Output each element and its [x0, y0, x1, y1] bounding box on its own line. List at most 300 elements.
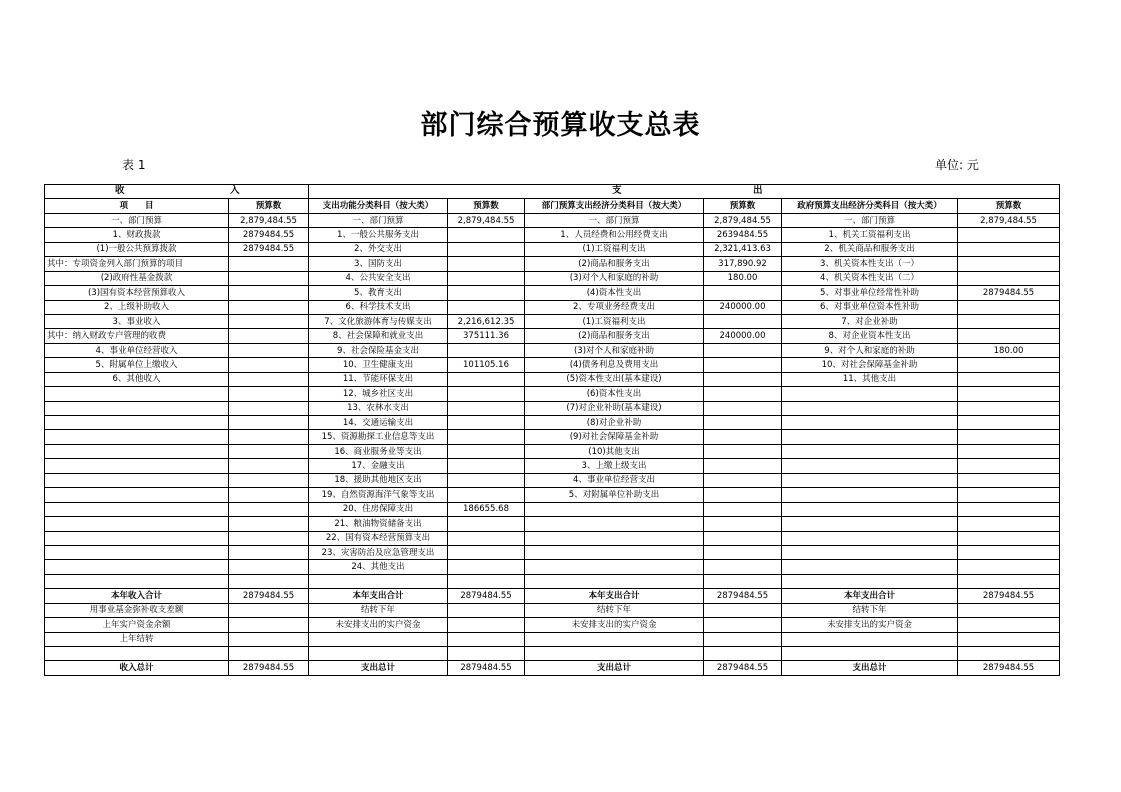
- item-cell: [525, 531, 704, 545]
- table-row: [45, 257, 1060, 271]
- item-cell: (6)资本性支出: [525, 387, 704, 401]
- item-cell: 4、事业单位经营收入: [45, 343, 229, 357]
- expense-section-header: [309, 185, 1060, 199]
- amount-cell: [704, 459, 782, 473]
- table-row: [45, 502, 1060, 516]
- amount-cell: [448, 444, 525, 458]
- item-cell: (1)工资福利支出: [525, 314, 704, 328]
- amount-cell: 2879484.55: [448, 661, 525, 675]
- amount-cell: [229, 560, 309, 574]
- table-row: [45, 560, 1060, 574]
- item-cell: [45, 531, 229, 545]
- item-cell: (3)国有资本经营预算收入: [45, 286, 229, 300]
- table-row: [45, 358, 1060, 372]
- amount-cell: [958, 517, 1060, 531]
- item-cell: (4)债务利息及费用支出: [525, 358, 704, 372]
- amount-cell: [229, 430, 309, 444]
- income-section-header: [45, 185, 309, 199]
- item-cell: 8、社会保障和就业支出: [309, 329, 448, 343]
- amount-cell: [958, 242, 1060, 256]
- item-cell: [525, 574, 704, 588]
- column-header-row: [45, 199, 1060, 213]
- item-cell: (4)资本性支出: [525, 286, 704, 300]
- item-cell: (1)工资福利支出: [525, 242, 704, 256]
- amount-cell: [704, 531, 782, 545]
- amount-cell: [958, 416, 1060, 430]
- item-cell: 5、附属单位上缴收入: [45, 358, 229, 372]
- item-cell: [309, 574, 448, 588]
- item-cell: [45, 387, 229, 401]
- amount-cell: 240000.00: [704, 300, 782, 314]
- item-cell: [45, 647, 229, 661]
- amount-cell: 2879484.55: [958, 589, 1060, 603]
- item-cell: 上年实户资金余额: [45, 618, 229, 632]
- item-cell: [45, 430, 229, 444]
- amount-cell: 240000.00: [704, 329, 782, 343]
- item-cell: 15、资源勘探工业信息等支出: [309, 430, 448, 444]
- item-cell: 3、事业收入: [45, 314, 229, 328]
- item-cell: 9、对个人和家庭的补助: [782, 343, 958, 357]
- amount-cell: [704, 603, 782, 617]
- item-cell: 3、国防支出: [309, 257, 448, 271]
- amount-cell: [229, 358, 309, 372]
- amount-cell: [958, 329, 1060, 343]
- item-cell: 11、其他支出: [782, 372, 958, 386]
- amount-cell: [448, 545, 525, 559]
- item-cell: 5、对附属单位补助支出: [525, 488, 704, 502]
- table-row: [45, 300, 1060, 314]
- item-cell: [45, 488, 229, 502]
- item-cell: (3)对个人和家庭补助: [525, 343, 704, 357]
- item-cell: [782, 574, 958, 588]
- amount-cell: [704, 314, 782, 328]
- amount-cell: [704, 444, 782, 458]
- amount-cell: [448, 473, 525, 487]
- item-cell: 13、农林水支出: [309, 401, 448, 415]
- item-cell: 用事业基金弥补收支差额: [45, 603, 229, 617]
- column-header: 支出功能分类科目（按大类）: [309, 199, 448, 213]
- table-row: [45, 228, 1060, 242]
- amount-cell: 2,879,484.55: [229, 213, 309, 227]
- item-cell: [45, 517, 229, 531]
- item-cell: [525, 647, 704, 661]
- amount-cell: [704, 618, 782, 632]
- item-cell: (3)对个人和家庭的补助: [525, 271, 704, 285]
- amount-cell: [229, 502, 309, 516]
- item-cell: [525, 502, 704, 516]
- amount-cell: [448, 574, 525, 588]
- item-cell: 未安排支出的实户资金: [309, 618, 448, 632]
- table-body: [45, 185, 1060, 676]
- total-row: [45, 647, 1060, 661]
- item-cell: [45, 560, 229, 574]
- amount-cell: [448, 632, 525, 646]
- item-cell: 6、对事业单位资本性补助: [782, 300, 958, 314]
- item-cell: 17、金融支出: [309, 459, 448, 473]
- income-right-label: 入: [230, 185, 240, 196]
- item-cell: 2、机关商品和服务支出: [782, 242, 958, 256]
- amount-cell: [229, 329, 309, 343]
- amount-cell: [958, 647, 1060, 661]
- amount-cell: [958, 488, 1060, 502]
- amount-cell: [958, 502, 1060, 516]
- item-cell: 10、对社会保障基金补助: [782, 358, 958, 372]
- item-cell: [782, 560, 958, 574]
- item-cell: [782, 632, 958, 646]
- item-cell: [45, 473, 229, 487]
- amount-cell: [958, 387, 1060, 401]
- amount-cell: [704, 517, 782, 531]
- item-cell: (10)其他支出: [525, 444, 704, 458]
- amount-cell: [448, 560, 525, 574]
- amount-cell: [448, 430, 525, 444]
- table-row: [45, 574, 1060, 588]
- amount-cell: [229, 286, 309, 300]
- column-header: 预算数: [958, 199, 1060, 213]
- item-cell: 12、城乡社区支出: [309, 387, 448, 401]
- item-cell: 支出总计: [782, 661, 958, 675]
- amount-cell: [958, 603, 1060, 617]
- item-cell: 本年支出合计: [309, 589, 448, 603]
- amount-cell: [448, 488, 525, 502]
- expense-left-label: 支: [612, 185, 622, 196]
- item-cell: [45, 502, 229, 516]
- amount-cell: 2879484.55: [229, 589, 309, 603]
- item-cell: 3、机关资本性支出（一）: [782, 257, 958, 271]
- item-cell: 22、国有资本经营预算支出: [309, 531, 448, 545]
- item-cell: [309, 647, 448, 661]
- amount-cell: [229, 416, 309, 430]
- item-cell: 18、援助其他地区支出: [309, 473, 448, 487]
- item-cell: (8)对企业补助: [525, 416, 704, 430]
- amount-cell: [704, 358, 782, 372]
- amount-cell: [958, 618, 1060, 632]
- item-cell: 24、其他支出: [309, 560, 448, 574]
- item-cell: (5)资本性支出(基本建设): [525, 372, 704, 386]
- amount-cell: [229, 444, 309, 458]
- total-row: [45, 618, 1060, 632]
- amount-cell: [958, 473, 1060, 487]
- amount-cell: [958, 632, 1060, 646]
- item-cell: 23、灾害防治及应急管理支出: [309, 545, 448, 559]
- amount-cell: [958, 574, 1060, 588]
- amount-cell: [958, 257, 1060, 271]
- column-header: 项 目: [45, 199, 229, 213]
- item-cell: 其中：专项资金列入部门预算的项目: [45, 257, 229, 271]
- item-cell: 3、上缴上级支出: [525, 459, 704, 473]
- item-cell: 2、专项业务经费支出: [525, 300, 704, 314]
- amount-cell: [448, 387, 525, 401]
- amount-cell: 375111.36: [448, 329, 525, 343]
- item-cell: [782, 444, 958, 458]
- amount-cell: [448, 257, 525, 271]
- amount-cell: [704, 416, 782, 430]
- amount-cell: [958, 314, 1060, 328]
- table-row: [45, 329, 1060, 343]
- amount-cell: 186655.68: [448, 502, 525, 516]
- item-cell: [782, 473, 958, 487]
- item-cell: [782, 647, 958, 661]
- amount-cell: [958, 444, 1060, 458]
- item-cell: 2、上级补助收入: [45, 300, 229, 314]
- column-header: 预算数: [229, 199, 309, 213]
- item-cell: 7、文化旅游体育与传媒支出: [309, 314, 448, 328]
- table-row: [45, 488, 1060, 502]
- amount-cell: 2,216,612.35: [448, 314, 525, 328]
- amount-cell: 2879484.55: [958, 661, 1060, 675]
- item-cell: 结转下年: [309, 603, 448, 617]
- amount-cell: 180.00: [958, 343, 1060, 357]
- amount-cell: [704, 574, 782, 588]
- amount-cell: [229, 545, 309, 559]
- amount-cell: 2879484.55: [448, 589, 525, 603]
- item-cell: 5、对事业单位经常性补助: [782, 286, 958, 300]
- item-cell: (2)商品和服务支出: [525, 257, 704, 271]
- amount-cell: [229, 647, 309, 661]
- item-cell: [782, 531, 958, 545]
- item-cell: 结转下年: [782, 603, 958, 617]
- table-row: [45, 545, 1060, 559]
- table-row: [45, 444, 1060, 458]
- amount-cell: [448, 647, 525, 661]
- table-row: [45, 416, 1060, 430]
- amount-cell: [704, 488, 782, 502]
- item-cell: 本年支出合计: [782, 589, 958, 603]
- amount-cell: 2,879,484.55: [704, 213, 782, 227]
- amount-cell: [448, 372, 525, 386]
- amount-cell: [229, 618, 309, 632]
- item-cell: 10、卫生健康支出: [309, 358, 448, 372]
- item-cell: 6、其他收入: [45, 372, 229, 386]
- table-row: [45, 286, 1060, 300]
- item-cell: 其中：纳入财政专户管理的收费: [45, 329, 229, 343]
- item-cell: 本年收入合计: [45, 589, 229, 603]
- amount-cell: [958, 372, 1060, 386]
- amount-cell: [448, 271, 525, 285]
- amount-cell: [704, 560, 782, 574]
- amount-cell: [448, 618, 525, 632]
- table-row: [45, 242, 1060, 256]
- amount-cell: 2639484.55: [704, 228, 782, 242]
- item-cell: (2)商品和服务支出: [525, 329, 704, 343]
- total-row: [45, 589, 1060, 603]
- total-row: [45, 603, 1060, 617]
- table-row: [45, 430, 1060, 444]
- item-cell: [45, 459, 229, 473]
- item-cell: 未安排支出的实户资金: [782, 618, 958, 632]
- amount-cell: 2879484.55: [229, 228, 309, 242]
- item-cell: 5、教育支出: [309, 286, 448, 300]
- item-cell: [782, 517, 958, 531]
- amount-cell: [958, 560, 1060, 574]
- amount-cell: 2879484.55: [229, 661, 309, 675]
- item-cell: 收入总计: [45, 661, 229, 675]
- total-row: [45, 632, 1060, 646]
- item-cell: [782, 545, 958, 559]
- item-cell: [45, 545, 229, 559]
- item-cell: [782, 430, 958, 444]
- item-cell: 本年支出合计: [525, 589, 704, 603]
- item-cell: 支出总计: [309, 661, 448, 675]
- amount-cell: 180.00: [704, 271, 782, 285]
- amount-cell: [229, 531, 309, 545]
- item-cell: 一、部门预算: [782, 213, 958, 227]
- table-row: [45, 314, 1060, 328]
- table-row: [45, 459, 1060, 473]
- item-cell: 未安排支出的实户资金: [525, 618, 704, 632]
- item-cell: 一、部门预算: [309, 213, 448, 227]
- item-cell: 11、节能环保支出: [309, 372, 448, 386]
- item-cell: [782, 387, 958, 401]
- item-cell: [309, 632, 448, 646]
- table-row: [45, 531, 1060, 545]
- amount-cell: [704, 502, 782, 516]
- item-cell: 4、公共安全支出: [309, 271, 448, 285]
- item-cell: [525, 517, 704, 531]
- table-row: [45, 372, 1060, 386]
- amount-cell: [704, 545, 782, 559]
- item-cell: 6、科学技术支出: [309, 300, 448, 314]
- amount-cell: [958, 531, 1060, 545]
- amount-cell: [229, 574, 309, 588]
- amount-cell: [229, 632, 309, 646]
- item-cell: (2)政府性基金拨款: [45, 271, 229, 285]
- column-header: 部门预算支出经济分类科目（按大类）: [525, 199, 704, 213]
- table-row: [45, 473, 1060, 487]
- item-cell: [45, 574, 229, 588]
- amount-cell: 2,879,484.55: [448, 213, 525, 227]
- amount-cell: [448, 603, 525, 617]
- item-cell: [45, 416, 229, 430]
- amount-cell: 101105.16: [448, 358, 525, 372]
- table-row: [45, 213, 1060, 227]
- amount-cell: [229, 473, 309, 487]
- amount-cell: [704, 387, 782, 401]
- amount-cell: [958, 459, 1060, 473]
- amount-cell: [229, 300, 309, 314]
- amount-cell: [229, 343, 309, 357]
- table-number: 表 1: [122, 158, 146, 172]
- amount-cell: 2879484.55: [958, 286, 1060, 300]
- table-row: [45, 401, 1060, 415]
- item-cell: 上年结转: [45, 632, 229, 646]
- amount-cell: [958, 300, 1060, 314]
- amount-cell: [704, 473, 782, 487]
- income-left-label: 收: [115, 185, 125, 196]
- amount-cell: [229, 459, 309, 473]
- item-cell: 结转下年: [525, 603, 704, 617]
- item-cell: 一、部门预算: [45, 213, 229, 227]
- item-cell: 9、社会保险基金支出: [309, 343, 448, 357]
- amount-cell: 2879484.55: [704, 661, 782, 675]
- amount-cell: [448, 300, 525, 314]
- amount-cell: [704, 286, 782, 300]
- expense-right-label: 出: [753, 185, 763, 196]
- column-header: 政府预算支出经济分类科目（按大类）: [782, 199, 958, 213]
- item-cell: [525, 545, 704, 559]
- item-cell: 1、机关工资福利支出: [782, 228, 958, 242]
- table-row: [45, 271, 1060, 285]
- amount-cell: [448, 401, 525, 415]
- item-cell: 14、交通运输支出: [309, 416, 448, 430]
- table-row: [45, 343, 1060, 357]
- item-cell: 20、住房保障支出: [309, 502, 448, 516]
- amount-cell: [448, 242, 525, 256]
- amount-cell: 317,890.92: [704, 257, 782, 271]
- amount-cell: [704, 372, 782, 386]
- amount-cell: [448, 416, 525, 430]
- amount-cell: [704, 647, 782, 661]
- item-cell: 2、外交支出: [309, 242, 448, 256]
- amount-cell: [229, 517, 309, 531]
- amount-cell: [229, 372, 309, 386]
- item-cell: 1、人员经费和公用经费支出: [525, 228, 704, 242]
- item-cell: 一、部门预算: [525, 213, 704, 227]
- item-cell: [782, 401, 958, 415]
- item-cell: 19、自然资源海洋气象等支出: [309, 488, 448, 502]
- amount-cell: 2,321,413.63: [704, 242, 782, 256]
- amount-cell: [704, 430, 782, 444]
- amount-cell: [448, 517, 525, 531]
- item-cell: [525, 632, 704, 646]
- column-header: 预算数: [704, 199, 782, 213]
- amount-cell: [958, 358, 1060, 372]
- amount-cell: [958, 401, 1060, 415]
- amount-cell: [704, 632, 782, 646]
- budget-table: [44, 184, 1060, 676]
- total-row: [45, 661, 1060, 675]
- item-cell: 支出总计: [525, 661, 704, 675]
- amount-cell: [958, 430, 1060, 444]
- column-header: 预算数: [448, 199, 525, 213]
- item-cell: [782, 416, 958, 430]
- item-cell: 16、商业服务业等支出: [309, 444, 448, 458]
- item-cell: [782, 488, 958, 502]
- amount-cell: [448, 343, 525, 357]
- item-cell: (1)一般公共预算拨款: [45, 242, 229, 256]
- amount-cell: [229, 314, 309, 328]
- item-cell: (9)对社会保障基金补助: [525, 430, 704, 444]
- item-cell: (7)对企业补助(基本建设): [525, 401, 704, 415]
- item-cell: 21、粮油物资储备支出: [309, 517, 448, 531]
- table-row: [45, 517, 1060, 531]
- item-cell: [782, 502, 958, 516]
- amount-cell: [229, 271, 309, 285]
- amount-cell: [704, 401, 782, 415]
- item-cell: [782, 459, 958, 473]
- amount-cell: [958, 228, 1060, 242]
- unit-label: 单位: 元: [935, 158, 979, 172]
- item-cell: [45, 401, 229, 415]
- amount-cell: [958, 271, 1060, 285]
- table-row: [45, 387, 1060, 401]
- amount-cell: [958, 545, 1060, 559]
- item-cell: 4、事业单位经营支出: [525, 473, 704, 487]
- section-header-row: [45, 185, 1060, 199]
- amount-cell: [229, 387, 309, 401]
- amount-cell: 2879484.55: [229, 242, 309, 256]
- amount-cell: [448, 459, 525, 473]
- amount-cell: 2,879,484.55: [958, 213, 1060, 227]
- amount-cell: [448, 228, 525, 242]
- item-cell: 8、对企业资本性支出: [782, 329, 958, 343]
- item-cell: 4、机关资本性支出（二）: [782, 271, 958, 285]
- item-cell: [45, 444, 229, 458]
- amount-cell: [704, 343, 782, 357]
- item-cell: 7、对企业补助: [782, 314, 958, 328]
- amount-cell: [229, 401, 309, 415]
- amount-cell: [229, 257, 309, 271]
